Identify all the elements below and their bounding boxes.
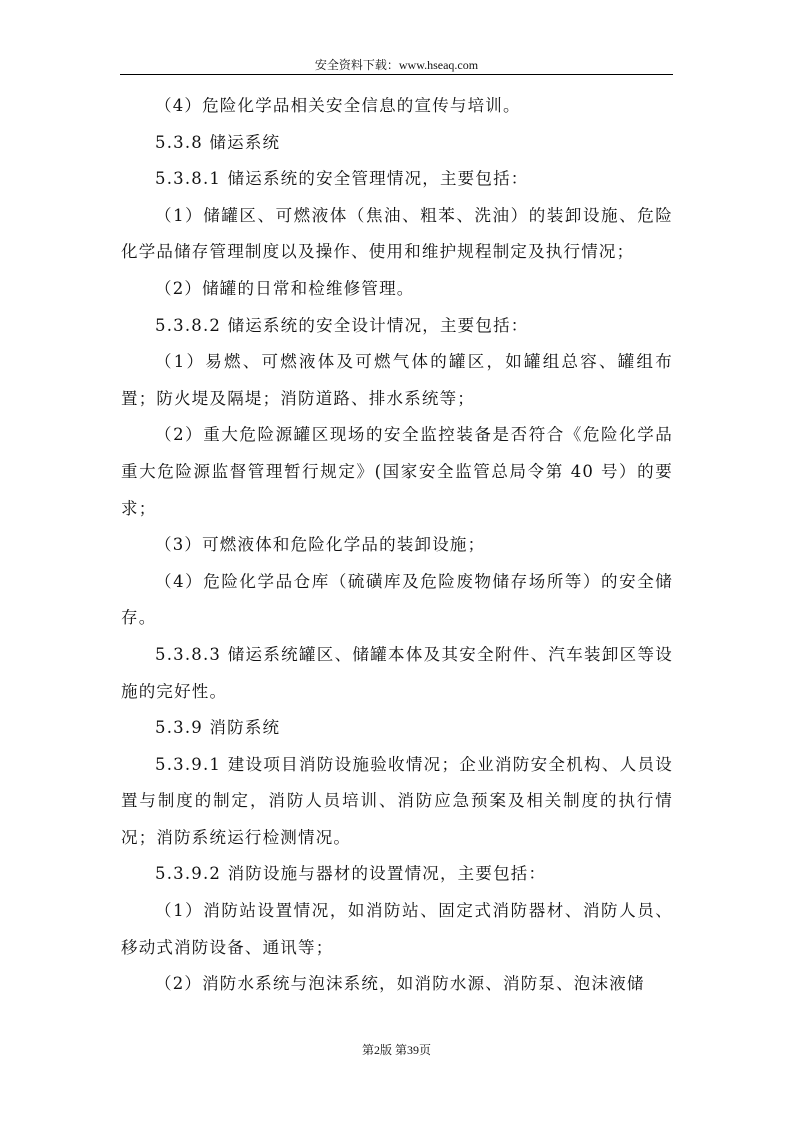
page-header: 安全资料下载：www.hseaq.com <box>314 58 479 72</box>
paragraph-5-3-8-2-item-2: （2）重大危险源罐区现场的安全监控装备是否符合《危险化学品重大危险源监督管理暂行规定》(国家安全监管总局令第 40 号）的要求； <box>121 425 673 518</box>
paragraph-5-3-8-1-item-1: （1）储罐区、可燃液体（焦油、粗苯、洗油）的装卸设施、危险化学品储存管理制度以及操作、使用和维护规程制定及执行情况； <box>121 205 673 262</box>
section-heading-5-3-9: 5.3.9 消防系统 <box>155 718 281 738</box>
paragraph-5-3-8-2-item-1: （1）易燃、可燃液体及可燃气体的罐区，如罐组总容、罐组布置；防火堤及隔堤；消防道路、排水系统等； <box>121 352 673 408</box>
paragraph-5-3-8-2: 5.3.8.2 储运系统的安全设计情况，主要包括： <box>155 315 529 335</box>
section-heading-5-3-8: 5.3.8 储运系统 <box>155 132 281 152</box>
paragraph-4-item-publicity: （4）危险化学品相关安全信息的宣传与培训。 <box>155 96 521 115</box>
paragraph-5-3-8-2-item-3: （3）可燃液体和危险化学品的装卸设施； <box>155 535 486 555</box>
paragraph-5-3-9-1: 5.3.9.1 建设项目消防设施验收情况；企业消防安全机构、人员设置与制度的制定，消防人员培训、消防应急预案及相关制度的执行情况；消防系统运行检测情况。 <box>121 754 673 847</box>
paragraph-5-3-8-1: 5.3.8.1 储运系统的安全管理情况，主要包括： <box>155 169 529 189</box>
paragraph-5-3-8-2-item-4: （4）危险化学品仓库（硫磺库及危险废物储存场所等）的安全储存。 <box>121 571 673 628</box>
paragraph-5-3-9-2: 5.3.9.2 消防设施与器材的设置情况，主要包括： <box>155 864 547 884</box>
header-divider <box>120 74 673 75</box>
paragraph-5-3-8-1-item-2: （2）储罐的日常和检维修管理。 <box>155 278 415 298</box>
paragraph-5-3-9-2-item-2: （2）消防水系统与泡沫系统，如消防水源、消防泵、泡沫液储 <box>155 974 645 994</box>
paragraph-5-3-9-2-item-1: （1）消防站设置情况，如消防站、固定式消防器材、消防人员、移动式消防设备、通讯等； <box>121 901 673 957</box>
document-body <box>121 88 673 1003</box>
paragraph-5-3-8-3: 5.3.8.3 储运系统罐区、储罐本体及其安全附件、汽车装卸区等设施的完好性。 <box>121 644 673 701</box>
page-footer: 第2版 第39页 <box>361 1043 431 1057</box>
